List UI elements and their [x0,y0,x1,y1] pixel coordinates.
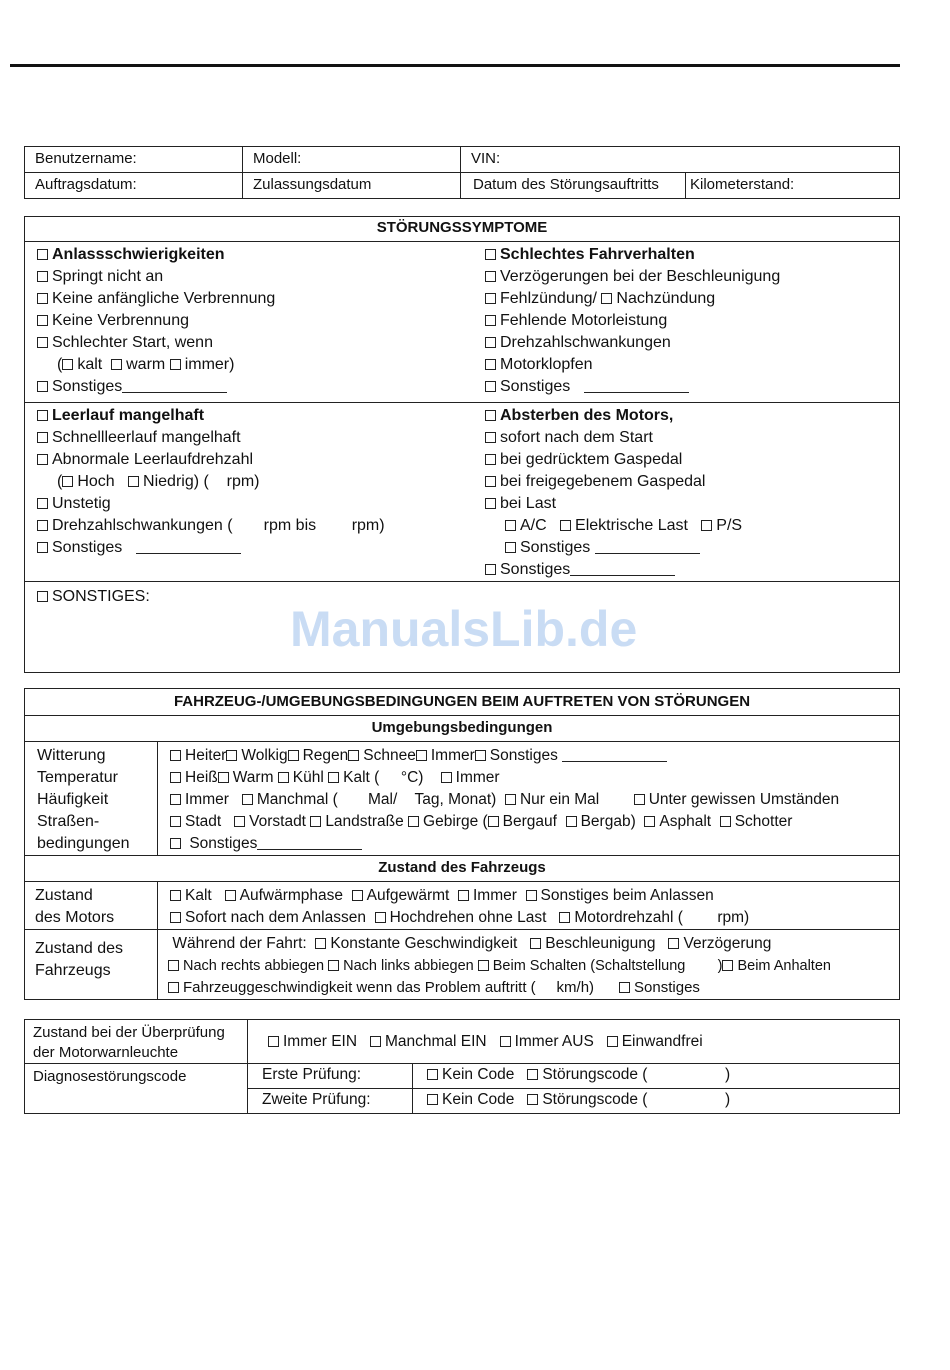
checkbox[interactable] [485,381,496,392]
frequency-row: Immer Manchmal ( Mal/ Tag, Monat) Nur ein Mal Unter gewissen Umständen [170,789,899,811]
checkbox[interactable] [111,359,122,370]
fill-line[interactable] [136,539,241,554]
checkbox[interactable] [310,816,321,827]
checkbox[interactable] [485,454,496,465]
checkbox[interactable] [408,816,419,827]
environment-header: Umgebungsbedingungen [25,716,900,742]
checkbox[interactable] [475,750,486,761]
checkbox[interactable] [416,750,427,761]
checkbox[interactable] [37,454,48,465]
checkbox[interactable] [288,750,299,761]
checkbox[interactable] [37,315,48,326]
vin-field[interactable]: VIN: [461,147,900,173]
road-row: Stadt Vorstadt Landstraße Gebirge ( Bergauf Bergab) Asphalt Schotter [170,811,899,833]
second-check-options: Kein Code Störungscode ( ) [413,1089,900,1114]
checkbox[interactable] [278,772,289,783]
second-check-label: Zweite Prüfung: [248,1089,413,1114]
checkbox[interactable] [427,1094,438,1105]
conditions-table [24,688,900,1000]
checkbox[interactable] [37,381,48,392]
checkbox[interactable] [560,520,571,531]
checkbox[interactable] [505,794,516,805]
fill-line[interactable] [570,561,675,576]
environment-values [158,742,900,856]
checkbox[interactable] [37,410,48,421]
symptoms-header: STÖRUNGSSYMPTOME [25,217,900,242]
checkbox[interactable] [37,432,48,443]
checkbox[interactable] [328,960,339,971]
checkbox[interactable] [370,1036,381,1047]
engine-label: Zustand des Motors [25,882,158,930]
vehicle-label: Zustand des Fahrzeugs [25,930,158,1000]
checkbox[interactable] [634,794,645,805]
checkbox[interactable] [37,498,48,509]
checkbox[interactable] [37,542,48,553]
checkbox[interactable] [485,410,496,421]
checkbox[interactable] [619,982,630,993]
checkbox[interactable] [328,772,339,783]
sonstiges-section[interactable]: SONSTIGES: [25,582,900,673]
checkbox[interactable] [526,890,537,901]
checkbox[interactable] [478,960,489,971]
checkbox[interactable] [225,890,236,901]
checkbox[interactable] [168,982,179,993]
checkbox[interactable] [128,476,139,487]
checkbox[interactable] [242,794,253,805]
checkbox[interactable] [37,271,48,282]
checkbox[interactable] [485,359,496,370]
temperature-row: Heiß Warm Kühl Kalt ( °C) Immer [170,767,899,789]
weather-row: Heiter Wolkig Regen Schnee Immer Sonstiges [170,745,899,767]
checkbox[interactable] [485,498,496,509]
checkbox[interactable] [530,938,541,949]
checkbox[interactable] [62,359,73,370]
idle-section: Leerlauf mangelhaft Schnellleerlauf mangelhaft Abnormale Leerlaufdrehzahl ( Hoch Niedrig) ( rpm) Unstetig Drehzahlschwankungen ( rpm bis rpm) Sonstiges [25,403,474,582]
vehicle-row-3: Fahrzeuggeschwindigkeit wenn das Problem auftritt ( km/h) Sonstiges [168,977,899,999]
start-section: Anlassschwierigkeiten Springt nicht an Keine anfängliche Verbrennung Keine Verbrennung Schlechter Start, wenn ( kalt warm immer) Sonstiges [25,242,474,403]
checkbox[interactable] [268,1036,279,1047]
engine-values [158,882,900,930]
checkbox[interactable] [348,750,359,761]
fill-line[interactable] [257,835,362,850]
environment-labels: Witterung Temperatur Häufigkeit Straßen- bedingungen [25,742,158,856]
vehicle-header: Zustand des Fahrzeugs [25,856,900,882]
checkbox[interactable] [500,1036,511,1047]
stall-section: Absterben des Motors, sofort nach dem Start bei gedrücktem Gaspedal bei freigegebenem Gaspedal bei Last A/C Elektrische Last P/S Sonstiges Sonstiges [473,403,900,582]
checkbox[interactable] [441,772,452,783]
checkbox[interactable] [352,890,363,901]
mil-options: Immer EIN Manchmal EIN Immer AUS Einwandfrei [248,1020,900,1064]
checkbox[interactable] [37,249,48,260]
checkbox[interactable] [37,591,48,602]
first-check-label: Erste Prüfung: [248,1064,413,1089]
checkbox[interactable] [505,520,516,531]
checkbox[interactable] [170,750,181,761]
conditions-header: FAHRZEUG-/UMGEBUNGSBEDINGUNGEN BEIM AUFTRETEN VON STÖRUNGEN [25,689,900,716]
checkbox[interactable] [37,520,48,531]
stoerungsdatum-field[interactable]: Datum des Störungsauftritts [461,173,686,199]
road-other-row: Sonstiges [170,833,899,855]
zulassungsdatum-field[interactable]: Zulassungsdatum [243,173,461,199]
checkbox[interactable] [559,912,570,923]
checkbox[interactable] [458,890,469,901]
checkbox[interactable] [427,1069,438,1080]
customer-info-table [24,146,900,199]
checkbox[interactable] [668,938,679,949]
drive-section: Schlechtes Fahrverhalten Verzögerungen bei der Beschleunigung Fehlzündung/ Nachzündung Fehlende Motorleistung Drehzahlschwankungen Motorklopfen Sonstiges [473,242,900,403]
engine-row-1: Kalt Aufwärmphase Aufgewärmt Immer Sonstiges beim Anlassen [170,885,899,907]
checkbox[interactable] [601,293,612,304]
checkbox[interactable] [170,816,181,827]
checkbox[interactable] [168,960,179,971]
fill-line[interactable] [562,747,667,762]
top-rule [10,64,900,67]
symptoms-table [24,216,900,673]
fill-line[interactable] [584,378,689,393]
fill-line[interactable] [122,378,227,393]
vehicle-row-2: Nach rechts abbiegen Nach links abbiegen Beim Schalten (Schaltstellung ) Beim Anhalten [168,955,899,977]
checkbox[interactable] [505,542,516,553]
mil-label: Zustand bei der Überprüfung der Motorwarnleuchte [25,1020,248,1064]
checkbox[interactable] [62,476,73,487]
engine-row-2: Sofort nach dem Anlassen Hochdrehen ohne Last Motordrehzahl ( rpm) [170,907,899,929]
checkbox[interactable] [485,564,496,575]
checkbox[interactable] [566,816,577,827]
watermark: ManualsLib.de [290,601,638,657]
checkbox[interactable] [488,816,499,827]
vehicle-values [158,930,900,1000]
checkbox[interactable] [170,772,181,783]
checkbox[interactable] [527,1094,538,1105]
checkbox[interactable] [485,271,496,282]
checkbox[interactable] [485,432,496,443]
first-check-options: Kein Code Störungscode ( ) [413,1064,900,1089]
auftragsdatum-field[interactable]: Auftragsdatum: [25,173,243,199]
checkbox[interactable] [37,293,48,304]
checkbox[interactable] [170,794,181,805]
checkbox[interactable] [485,315,496,326]
vehicle-row-1: Während der Fahrt: Konstante Geschwindigkeit Beschleunigung Verzögerung [172,935,772,952]
checkbox[interactable] [527,1069,538,1080]
checkbox[interactable] [218,772,229,783]
checkbox[interactable] [720,816,731,827]
benutzername-field[interactable]: Benutzername: [25,147,243,173]
checkbox[interactable] [315,938,326,949]
fill-line[interactable] [595,539,700,554]
check-table [24,1019,900,1114]
checkbox[interactable] [485,337,496,348]
checkbox[interactable] [375,912,386,923]
checkbox[interactable] [485,249,496,260]
checkbox[interactable] [170,359,181,370]
dtc-label: Diagnosestörungscode [25,1064,248,1114]
kilometerstand-field[interactable]: Kilometerstand: [686,173,900,199]
checkbox[interactable] [485,293,496,304]
checkbox[interactable] [234,816,245,827]
checkbox[interactable] [644,816,655,827]
checkbox[interactable] [170,912,181,923]
modell-field[interactable]: Modell: [243,147,461,173]
checkbox[interactable] [485,476,496,487]
checkbox[interactable] [607,1036,618,1047]
checkbox[interactable] [170,890,181,901]
checkbox[interactable] [37,337,48,348]
checkbox[interactable] [170,838,181,849]
checkbox[interactable] [701,520,712,531]
checkbox[interactable] [226,750,237,761]
checkbox[interactable] [722,960,733,971]
